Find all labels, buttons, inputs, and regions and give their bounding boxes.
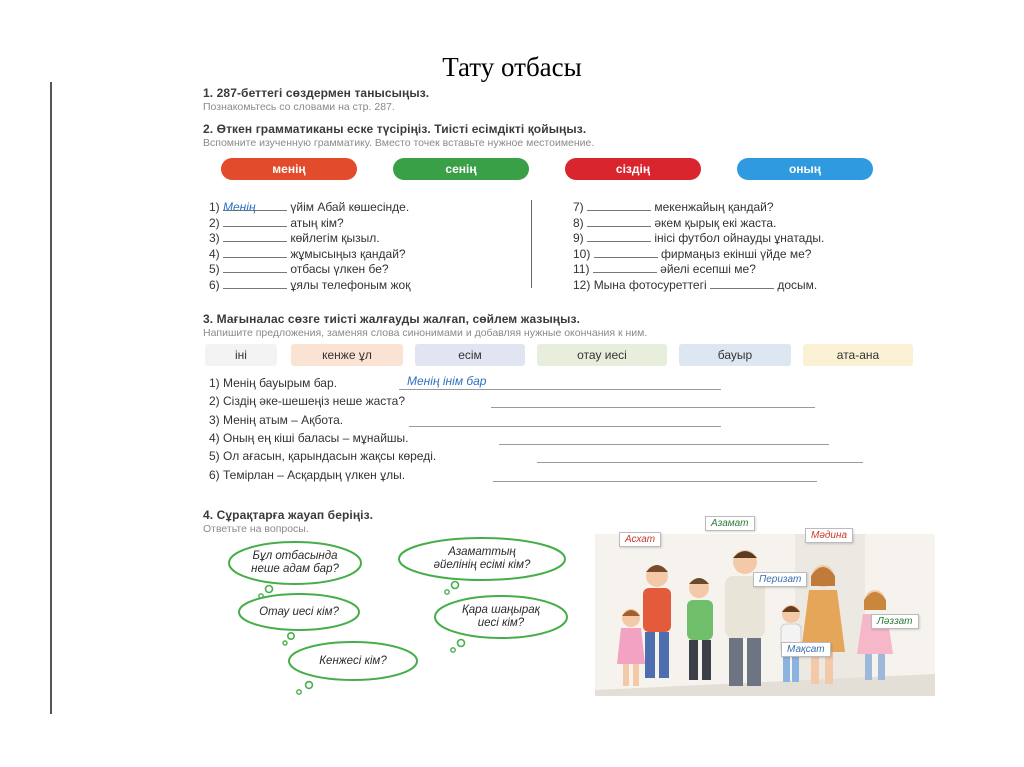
answer-blank[interactable] [223, 231, 287, 242]
answer-blank[interactable] [587, 216, 651, 227]
list-item [209, 262, 410, 278]
exercise-3-sentence: 1) Менің бауырым бар. [209, 376, 337, 390]
item-number: 9) [573, 231, 584, 245]
exercise-1-title: 1. 287-беттегі сөздермен танысыңыз. [203, 86, 430, 100]
answer-blank[interactable] [223, 216, 287, 227]
answer-blank[interactable] [223, 262, 287, 273]
word-box: отау иесі [537, 344, 667, 366]
list-item [209, 278, 410, 294]
exercise-3-subtitle: Напишите предложения, заменяя слова синонимами и добавляя нужные окончания к ним. [203, 327, 648, 339]
pronoun-pill: оның [737, 158, 873, 180]
answer-line[interactable] [491, 407, 815, 408]
exercise-4-subtitle: Ответьте на вопросы. [203, 523, 309, 535]
word-box: есім [415, 344, 525, 366]
workbook-page [195, 84, 955, 714]
answer-line[interactable] [399, 389, 721, 390]
name-tag-azamat: Азамат [705, 516, 755, 531]
item-text: үйім Абай көшесінде. [290, 200, 410, 214]
filled-answer: Менің [223, 200, 256, 214]
answer-blank[interactable] [223, 200, 287, 214]
list-item [573, 216, 824, 232]
item-text: інісі футбол ойнауды ұнатады. [654, 231, 825, 245]
name-tag-askhat: Асхат [619, 532, 661, 547]
exercise-2-subtitle: Вспомните изученную грамматику. Вместо точек вставьте нужное местоимение. [203, 137, 595, 149]
speech-bubble [235, 592, 363, 632]
list-item [573, 247, 824, 263]
exercise-3 [203, 312, 647, 339]
exercise-3-sentence: 2) Сіздің әке-шешеңіз неше жаста? [209, 394, 406, 408]
item-text: отбасы үлкен бе? [290, 262, 389, 276]
item-text: фирмаңыз екінші үйде ме? [661, 246, 812, 261]
exercise-3-title: 3. Мағыналас сөзге тиісті жалғауды жалғап, сөйлем жазыңыз. [203, 312, 581, 326]
item-number: 1) [209, 200, 220, 214]
exercise-4-title: 4. Сұрақтарға жауап беріңіз. [203, 508, 374, 522]
list-item [573, 231, 824, 247]
bubble-question: Бұл отбасында неше адам бар? [251, 550, 339, 575]
item-text: мекенжайың қандай? [654, 200, 774, 214]
exercise-1-subtitle: Познакомьтесь со словами на стр. 287. [203, 101, 395, 113]
answer-line[interactable] [493, 481, 817, 482]
item-number: 11) [573, 262, 590, 276]
item-number: 12) [573, 277, 591, 292]
exercise-2-title: 2. Өткен грамматиканы еске түсіріңіз. Тиісті есімдікті қойыңыз. [203, 122, 587, 136]
answer-line[interactable] [537, 462, 863, 463]
list-item [573, 278, 824, 294]
item-text: атың кім? [290, 215, 344, 230]
exercise-3-sentence: 6) Темірлан – Асқардың үлкен ұлы. [209, 468, 406, 482]
list-item [209, 200, 410, 216]
pronoun-pill: сенің [393, 158, 529, 180]
answer-blank[interactable] [710, 278, 774, 289]
left-vertical-rule [50, 82, 52, 714]
exercise-3-sentence: 3) Менің атым – Ақбота. [209, 413, 344, 427]
item-text: көйлегім қызыл. [290, 231, 380, 245]
word-box: бауыр [679, 344, 791, 366]
answer-blank[interactable] [593, 262, 657, 273]
item-number: 3) [209, 231, 220, 245]
family-illustration [595, 514, 935, 696]
name-tag-perizat: Перизат [753, 572, 807, 587]
word-box: кенже ұл [291, 344, 403, 366]
speech-bubble [225, 540, 365, 586]
answer-blank[interactable] [223, 278, 287, 289]
item-number: 6) [209, 277, 220, 292]
bubble-question: Кенжесі кім? [319, 654, 387, 667]
word-box: ата-ана [803, 344, 913, 366]
answer-line[interactable] [499, 444, 829, 445]
exercise-3-sentence: 4) Оның ең кіші баласы – мұнайшы. [209, 431, 409, 445]
pronoun-pill: сіздің [565, 158, 701, 180]
list-item [209, 231, 410, 247]
item-number: 8) [573, 215, 584, 230]
filled-answer: Менің інім бар [407, 374, 487, 388]
answer-blank[interactable] [594, 247, 658, 258]
word-box: іні [205, 344, 277, 366]
item-text: ұялы телефоным жоқ [290, 277, 411, 292]
bubble-question: Отау иесі кім? [259, 605, 339, 618]
item-text: әйелі есепші ме? [660, 262, 756, 276]
item-number: 2) [209, 215, 220, 230]
name-tag-madina: Мәдина [805, 528, 853, 543]
list-item [573, 200, 824, 216]
exercise-2-right-list [573, 200, 824, 293]
answer-blank[interactable] [587, 200, 651, 211]
slide-title: Тату отбасы [442, 52, 582, 82]
exercise-2 [203, 122, 594, 149]
speech-bubble [285, 640, 421, 682]
list-item [209, 247, 410, 263]
speech-bubble [431, 594, 571, 640]
item-text-before: Мына фотосуреттегі [593, 277, 707, 292]
name-tag-maksat: Мақсат [781, 642, 831, 657]
item-number: 5) [209, 262, 220, 276]
item-text: жұмысыңыз қандай? [290, 246, 406, 261]
speech-bubble [395, 536, 569, 582]
answer-line[interactable] [409, 426, 721, 427]
pronoun-pill: менің [221, 158, 357, 180]
bubble-question: Қара шаңырақ иесі кім? [461, 604, 541, 629]
item-number: 7) [573, 200, 584, 214]
list-item [209, 216, 410, 232]
exercise-4 [203, 508, 373, 535]
item-text: досым. [777, 277, 818, 292]
exercise-3-sentence: 5) Ол ағасын, қарындасын жақсы көреді. [209, 449, 437, 463]
item-text: әкем қырық екі жаста. [654, 215, 777, 230]
answer-blank[interactable] [223, 247, 287, 258]
item-number: 10) [573, 246, 591, 261]
column-divider [531, 200, 532, 288]
exercise-1 [203, 86, 429, 113]
name-tag-lazzat: Ләззат [871, 614, 919, 629]
bubble-question: Азаматтың әйелінің есімі кім? [433, 546, 531, 571]
answer-blank[interactable] [587, 231, 651, 242]
exercise-2-left-list [209, 200, 410, 293]
list-item [573, 262, 824, 278]
item-number: 4) [209, 246, 220, 261]
